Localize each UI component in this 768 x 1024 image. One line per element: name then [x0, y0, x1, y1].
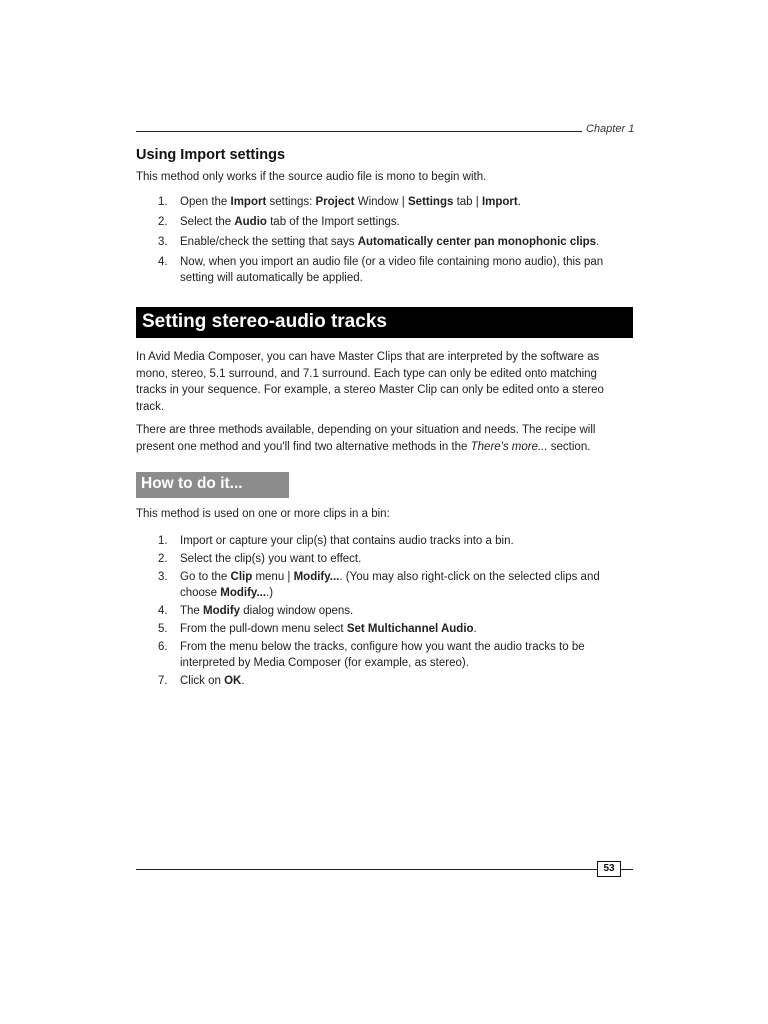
list-item-number: 1. — [158, 196, 168, 208]
list-item-number: 4. — [158, 256, 168, 268]
section-heading-import-settings: Using Import settings — [136, 147, 286, 163]
list-item-number: 3. — [158, 236, 168, 248]
text-run: Modify... — [293, 571, 340, 583]
list-item-text — [180, 673, 616, 689]
text-run: Import — [230, 196, 267, 208]
page-number: 53 — [597, 861, 621, 877]
list-item — [136, 569, 616, 601]
list-item — [136, 234, 616, 250]
list-item-text — [180, 569, 616, 601]
text-run: Audio — [234, 216, 267, 228]
text-run: . — [596, 236, 600, 248]
text-run: Project — [315, 196, 355, 208]
text-run: Import or capture your clip(s) that contains audio tracks into a bin. — [180, 535, 514, 547]
text-run: Clip — [230, 571, 253, 583]
import-settings-steps — [136, 194, 616, 290]
text-run: menu | — [252, 571, 294, 583]
text-run: Settings — [408, 196, 454, 208]
section3-intro: This method is used on one or more clips in a bin: — [136, 508, 390, 520]
list-item-text — [180, 551, 616, 567]
list-item — [136, 194, 616, 210]
text-run: Go to the — [180, 571, 231, 583]
text-run: Select the — [180, 216, 235, 228]
header-rule — [136, 131, 582, 132]
text-run: From the pull-down menu select — [180, 623, 347, 635]
list-item — [136, 533, 616, 549]
list-item — [136, 551, 616, 567]
text-run: . — [241, 675, 245, 687]
text-run: dialog window opens. — [240, 605, 354, 617]
text-run: . — [473, 623, 477, 635]
section2-paragraph-1: In Avid Media Composer, you can have Master Clips that are interpreted by the software as mono, stereo, 5.1 surround, and 7.1 surround. Each type can only be edited onto matching tracks in your sequence. For example, a stereo Master Clip can only be edited onto a stereo track. — [136, 351, 604, 413]
text-run: .) — [266, 587, 274, 599]
list-item-number: 6. — [158, 641, 168, 653]
list-item-text — [180, 214, 616, 230]
list-item-number: 2. — [158, 216, 168, 228]
list-item-number: 3. — [158, 571, 168, 583]
subsection-banner-title: How to do it... — [141, 475, 243, 492]
text-run: The — [180, 605, 204, 617]
text-run: Select the clip(s) you want to effect. — [180, 553, 362, 565]
text-run: . — [517, 196, 521, 208]
how-to-steps — [136, 533, 616, 691]
text-run: Automatically center pan monophonic clips — [357, 236, 597, 248]
subsection-banner — [136, 472, 289, 498]
list-item-number: 4. — [158, 605, 168, 617]
text-run: OK — [224, 675, 242, 687]
text-run: Modify... — [220, 587, 267, 599]
text-run: tab | — [453, 196, 482, 208]
text-run: Window | — [354, 196, 408, 208]
text-run: tab of the Import settings. — [266, 216, 400, 228]
footer-rule — [136, 869, 597, 870]
list-item — [136, 639, 616, 671]
text-run: There's more... — [470, 440, 548, 453]
section-banner-title: Setting stereo-audio tracks — [142, 311, 387, 332]
text-run: Modify — [203, 605, 241, 617]
footer-rule-tail — [621, 869, 633, 870]
list-item — [136, 621, 616, 637]
list-item-text — [180, 603, 616, 619]
list-item — [136, 673, 616, 689]
list-item-text — [180, 639, 616, 671]
list-item-text — [180, 234, 616, 250]
list-item — [136, 254, 616, 286]
text-run: Click on — [180, 675, 225, 687]
text-run: . (You may also right-click on the selected clips and choose — [180, 571, 600, 599]
list-item-number: 7. — [158, 675, 168, 687]
list-item-text — [180, 194, 616, 210]
text-run: From the menu below the tracks, configure how you want the audio tracks to be interpreted by Media Composer (for example, as stereo). — [180, 641, 585, 669]
list-item — [136, 603, 616, 619]
section1-intro: This method only works if the source audio file is mono to begin with. — [136, 171, 487, 183]
list-item-number: 5. — [158, 623, 168, 635]
list-item-number: 2. — [158, 553, 168, 565]
list-item-number: 1. — [158, 535, 168, 547]
text-run: Set Multichannel Audio — [346, 623, 474, 635]
list-item-text — [180, 533, 616, 549]
list-item-text — [180, 254, 616, 286]
section-banner — [136, 307, 633, 338]
section2-paragraph-2 — [136, 422, 616, 455]
text-run: settings: — [266, 196, 316, 208]
text-run: Import — [481, 196, 518, 208]
text-run: There are three methods available, depending on your situation and needs. The recipe will present one method and you'll find two alternative methods in the — [136, 424, 596, 453]
text-run: Now, when you import an audio file (or a video file containing mono audio), this pan setting will automatically be applied. — [180, 256, 604, 284]
text-run: Enable/check the setting that says — [180, 236, 358, 248]
chapter-label: Chapter 1 — [586, 123, 635, 135]
list-item-text — [180, 621, 616, 637]
list-item — [136, 214, 616, 230]
text-run: Open the — [180, 196, 231, 208]
text-run: section. — [547, 440, 591, 453]
